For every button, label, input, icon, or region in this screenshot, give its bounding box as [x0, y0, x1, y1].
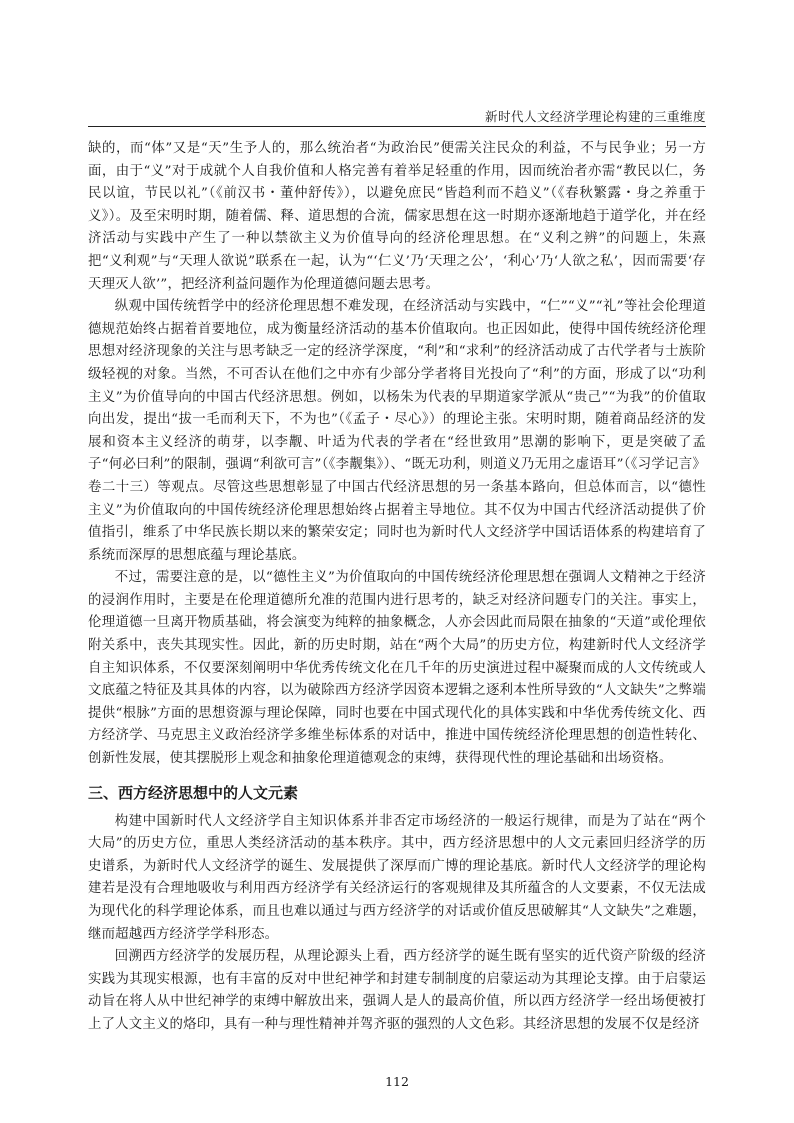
body-paragraph: 纵观中国传统哲学中的经济伦理思想不难发现，在经济活动与实践中，“仁”“义”“礼”等社会伦理道德规范始终占据着首要地位，成为衡量经济活动的基本价值取向。也正因如此，使得中国传统经济伦理思想对经济现象的关注与思考缺乏一定的经济学深度，“利”和“求利”的经济活动成了古代学者与士族阶级轻视的对象。当然，不可否认在他们之中亦有少部分学者将目光投向了“利”的方面，形成了以“功利主义”为价值导向的中国古代经济思想。例如，以杨朱为代表的早期道家学派从“贵己”“为我”的价值取向出发，提出“拔一毛而利天下，不为也”（《孟子・尽心》）的理论主张。宋明时期，随着商品经济的发展和资本主义经济的萌芽，以李觏、叶适为代表的学者在“经世致用”思潮的影响下，更是突破了孟子“何必曰利”的限制，强调“利欲可言”（《李觏集》）、“既无功利，则道义乃无用之虚语耳”（《习学记言》卷二十三）等观点。尽管这些思想彰显了中国古代经济思想的另一条基本路向，但总体而言，以“德性主义”为价值取向的中国传统经济伦理思想始终占据着主导地位。其不仅为中国古代经济活动提供了价值指引，维系了中华民族长期以来的繁荣安定；同时也为新时代人文经济学中国话语体系的构建培育了系统而深厚的思想底蕴与理论基底。	[88, 299, 706, 563]
body-paragraph: 不过，需要注意的是，以“德性主义”为价值取向的中国传统经济伦理思想在强调人文精神之于经济的浸润作用时，主要是在伦理道德所允准的范围内进行思考的，缺乏对经济问题专门的关注。事实上，伦理道德一旦离开物质基础，将会演变为纯粹的抽象概念，人亦会因此而局限在抽象的“天道”或伦理依附关系中，丧失其现实性。因此，新的历史时期，站在“两个大局”的历史方位，构建新时代人文经济学自主知识体系，不仅要深刻阐明中华优秀传统文化在几千年的历史演进过程中凝聚而成的人文传统或人文底蕴之特征及其具体的内容，以为破除西方经济学因资本逻辑之逐利本性所导致的“人文缺失”之弊端提供“根脉”方面的思想资源与理论保障，同时也要在中国式现代化的具体实践和中华优秀传统文化、西方经济学、马克思主义政治经济学多维坐标体系的对话中，推进中国传统经济伦理思想的创造性转化、创新性发展，使其摆脱形上观念和抽象伦理道德观念的束缚，获得现代性的理论基础和出场资格。	[88, 570, 706, 767]
body-paragraph: 回溯西方经济学的发展历程，从理论源头上看，西方经济学的诞生既有坚实的近代资产阶级的经济实践为其现实根源，也有丰富的反对中世纪神学和封建专制制度的启蒙运动为其理论支撑。由于启蒙运动旨在将人从中世纪神学的束缚中解放出来，强调人是人的最高价值，所以西方经济学一经出场便被打上了人文主义的烙印，具有一种与理性精神并驾齐驱的强烈的人文色彩。其经济思想的发展不仅是经济	[88, 949, 706, 1032]
section-heading: 三、西方经济思想中的人文元素	[88, 783, 299, 802]
body-paragraph: 构建中国新时代人文经济学自主知识体系并非否定市场经济的一般运行规律，而是为了站在“两个大局”的历史方位，重思人类经济活动的基本秩序。其中，西方经济思想中的人文元素回归经济学的历史谱系，为新时代人文经济学的诞生、发展提供了深厚而广博的理论基底。新时代人文经济学的理论构建若是没有合理地吸收与利用西方经济学有关经济运行的客观规律及其所蕴含的人文要素，不仅无法成为现代化的科学理论体系，而且也难以通过与西方经济学的对话或价值反思破解其“人文缺失”之难题，继而超越西方经济学学科形态。	[88, 813, 706, 942]
running-header	[88, 104, 706, 127]
body-paragraph: 缺的，而“体”又是“天”生予人的，那么统治者“为政治民”便需关注民众的利益，不与民争业；另一方面，由于“义”对于成就个人自我价值和人格完善有着举足轻重的作用，因而统治者亦需“教民以仁，务民以谊，节民以礼”（《前汉书・董仲舒传》），以避免庶民“皆趋利而不趋义”（《春秋繁露・身之养重于义》）。及至宋明时期，随着儒、释、道思想的合流，儒家思想在这一时期亦逐渐地趋于道学化，并在经济活动与实践中产生了一种以禁欲主义为价值导向的经济伦理思想。在“义利之辨”的问题上，朱熹把“义利观”与“天理人欲说”联系在一起，认为“‘仁义’乃‘天理之公’，‘利心’乃‘人欲之私’，因而需要‘存天理灭人欲’”，把经济利益问题作为伦理道德问题去思考。	[88, 141, 706, 292]
page-number: 112	[385, 1074, 409, 1089]
running-title: 新时代人文经济学理论构建的三重维度	[484, 109, 706, 124]
article-body	[88, 138, 706, 1037]
